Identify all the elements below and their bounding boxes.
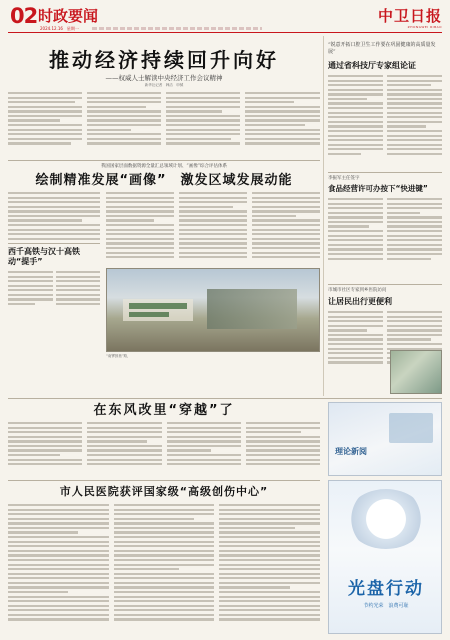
masthead bbox=[0, 0, 450, 34]
right-lower-headline: 让居民出行更便利 bbox=[328, 297, 392, 306]
right-lower-photo bbox=[390, 350, 442, 394]
paper-name: 中卫日报 bbox=[377, 7, 442, 25]
page-number: 02 bbox=[10, 4, 38, 28]
right-mid-story bbox=[328, 176, 442, 280]
right-lower-kicker: 市城市社区专家到乡医院访问 bbox=[328, 288, 387, 293]
masthead-rule bbox=[8, 32, 442, 33]
lead-byline: 新华社记者 韩洁 申铖 bbox=[144, 83, 184, 87]
ad-reading bbox=[328, 402, 442, 476]
mid-band-body bbox=[106, 192, 320, 264]
cold-story bbox=[8, 402, 320, 476]
paper-logo bbox=[372, 8, 442, 28]
cold-story-headline: 在东风改里“穿越”了 bbox=[93, 403, 235, 418]
ad-reading-label: 理论新阅 bbox=[335, 447, 367, 456]
small-story bbox=[8, 192, 100, 352]
ad-big-subline: 节约光荣 浪费可耻 bbox=[363, 603, 409, 609]
section-title: 时政要闻 bbox=[38, 7, 99, 25]
lead-story bbox=[8, 36, 320, 156]
lead-headline: 推动经济持续回升向好 bbox=[49, 48, 279, 72]
right-mid-kicker: 李振军主任签字 bbox=[328, 176, 360, 181]
right-top-story bbox=[328, 38, 442, 168]
mid-band-kicker: 我国国家层面数据资源全量汇总领域计划、“画像”综合评估体系 bbox=[100, 164, 228, 169]
ad-big bbox=[328, 480, 442, 634]
hospital-story bbox=[8, 484, 320, 634]
right-mid-headline: 食品经营许可办按下“快进键” bbox=[328, 184, 428, 193]
mid-band-headline: 绘制精准发展“画像” 激发区域发展动能 bbox=[35, 173, 293, 188]
lead-body-col-2 bbox=[87, 92, 161, 154]
right-top-subhead: 通过省科技厅专家组论证 bbox=[328, 61, 416, 70]
lead-subhead: ——权威人士解读中央经济工作会议精神 bbox=[105, 74, 223, 82]
lead-body-col-4 bbox=[245, 92, 320, 154]
header-info-strip bbox=[92, 27, 262, 30]
ad-big-headline: 光盘行动 bbox=[348, 579, 424, 599]
small-story-headline: 西千高铁与汉十高铁动“提手” bbox=[8, 246, 80, 267]
paper-pinyin: ZHONGWEI RIBAO bbox=[407, 25, 442, 29]
lead-body-col-1 bbox=[8, 92, 82, 154]
right-lower-story bbox=[328, 288, 442, 396]
right-top-headline: “锐意开拓口腔卫生工作要在巩固健康的高质量发展” bbox=[328, 42, 436, 55]
lead-body-col-3 bbox=[166, 92, 240, 154]
hospital-story-headline: 市人民医院获评国家级“高级创伤中心” bbox=[59, 485, 269, 498]
photo-caption: “南锣鼓巷”路， bbox=[106, 354, 131, 358]
date-line: 2024.12.16 星期一 bbox=[40, 26, 79, 31]
mid-photo bbox=[106, 268, 320, 352]
